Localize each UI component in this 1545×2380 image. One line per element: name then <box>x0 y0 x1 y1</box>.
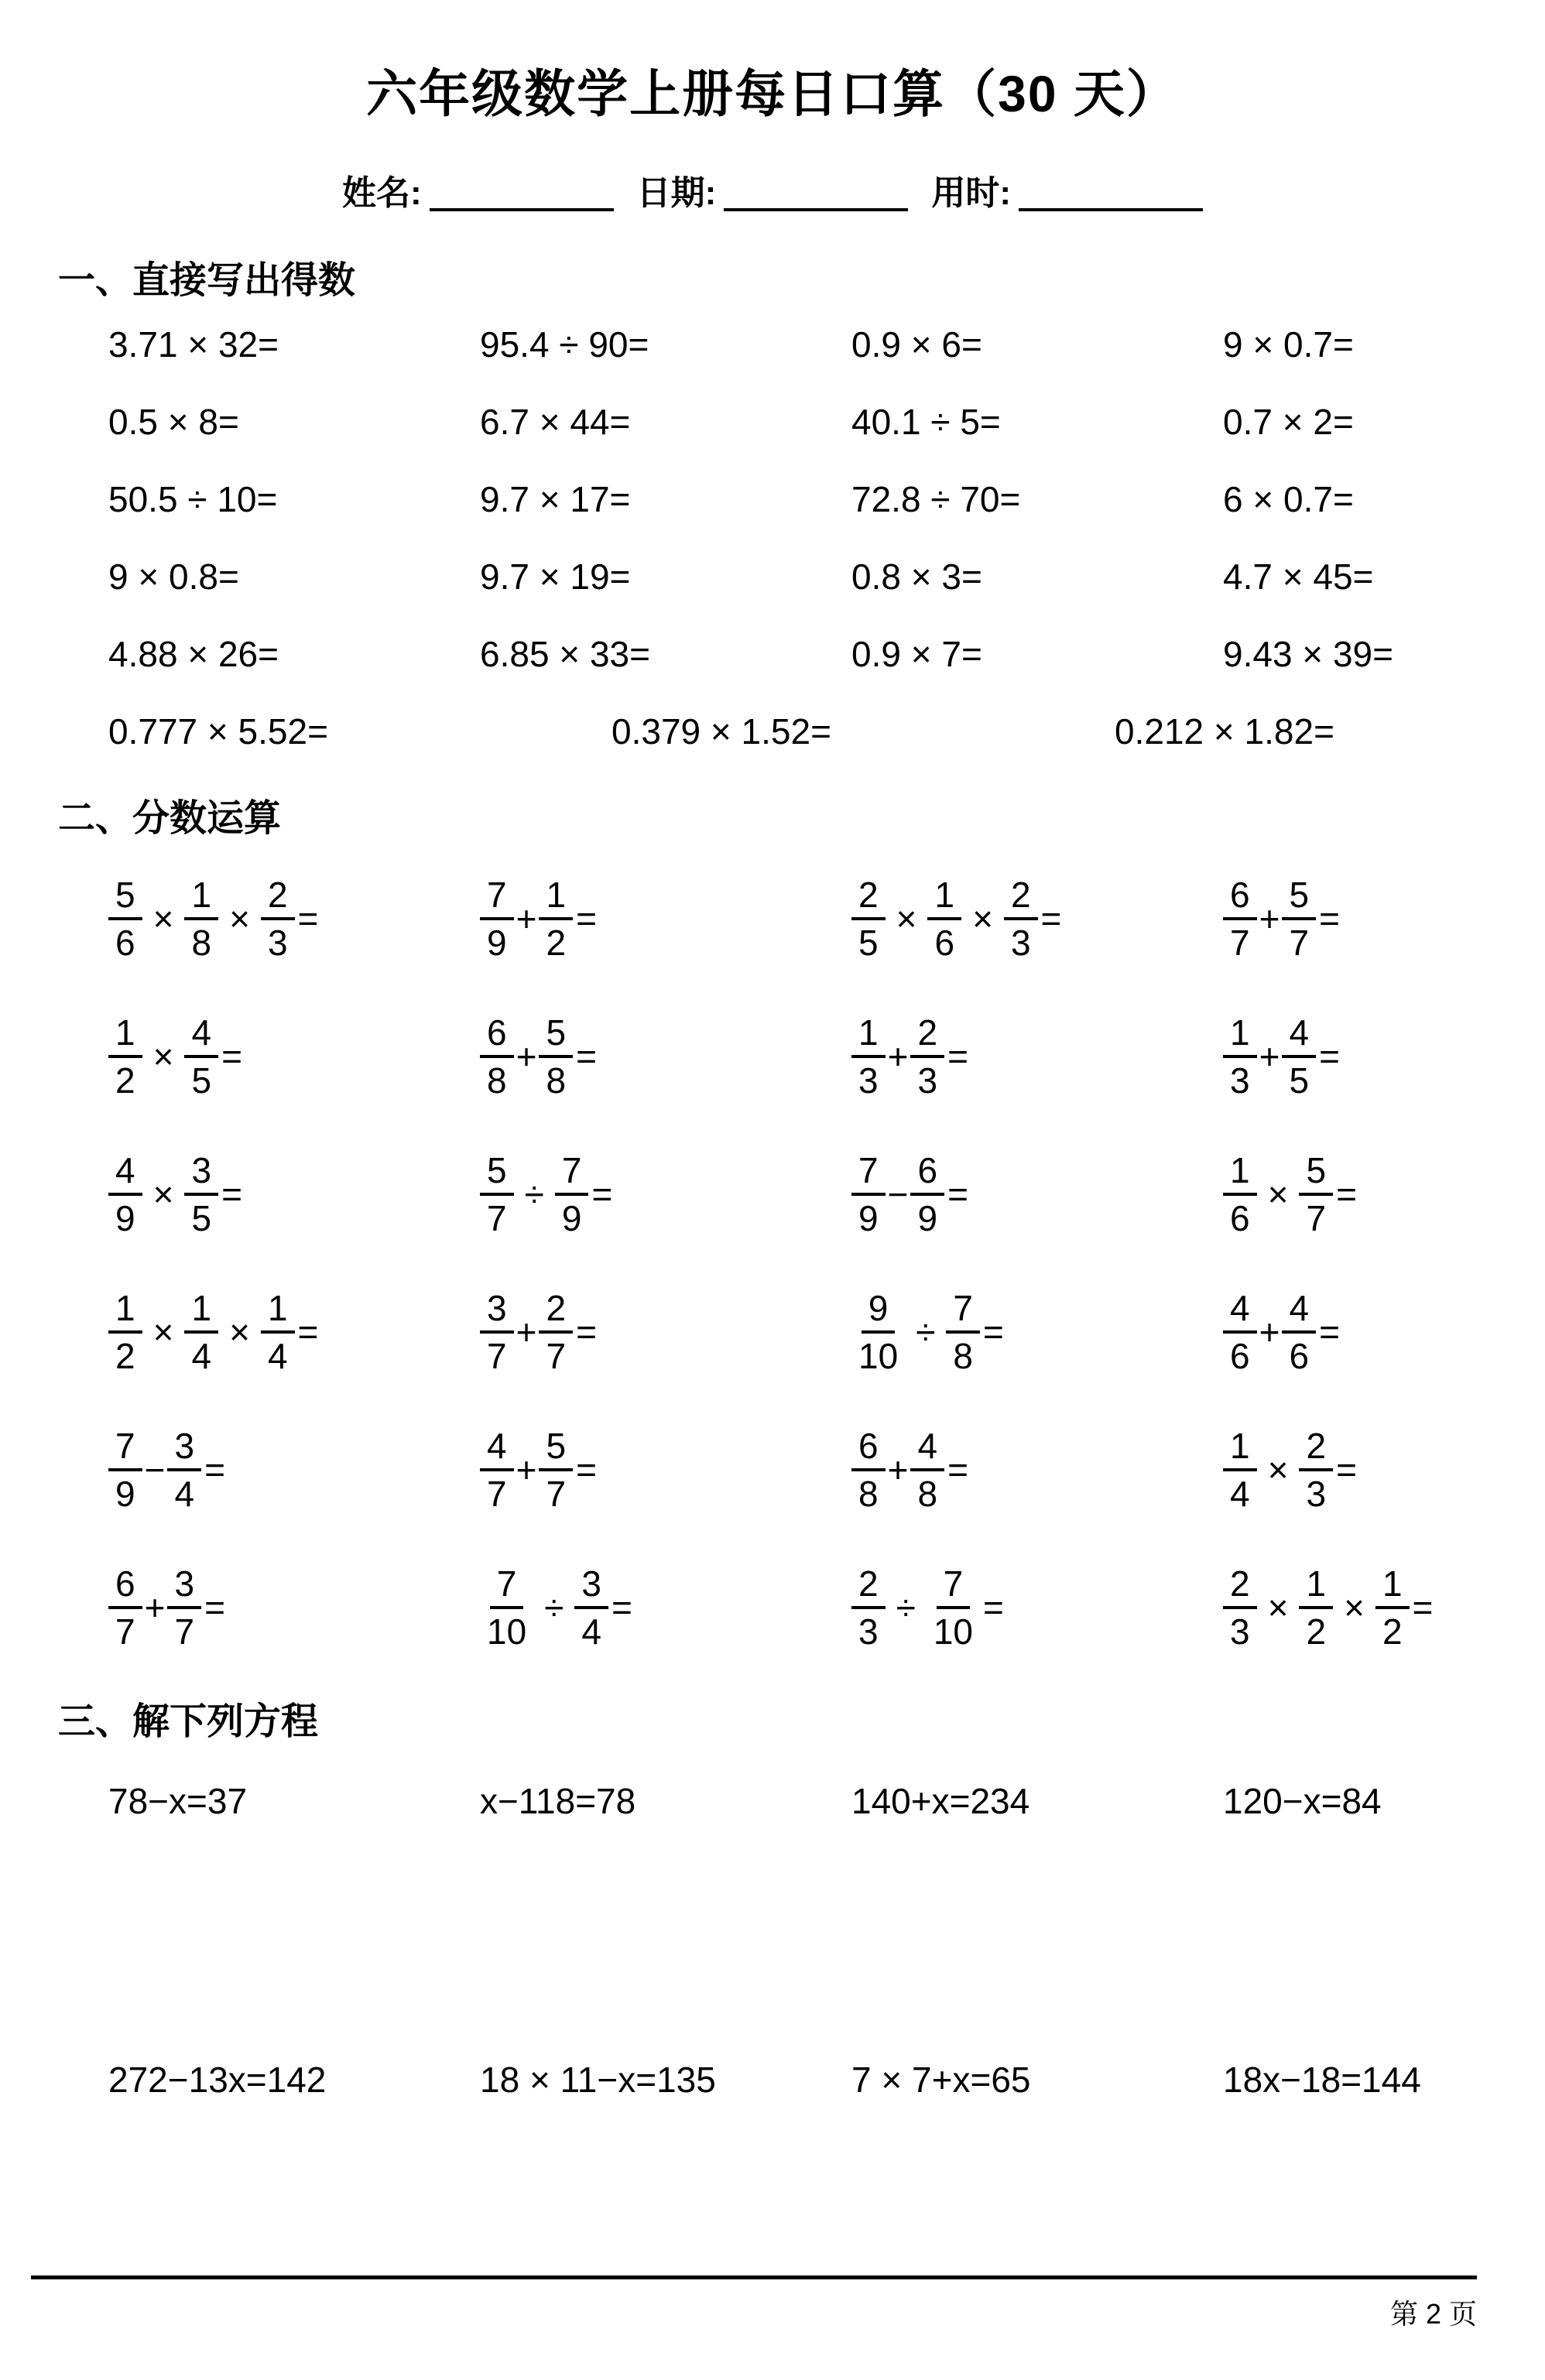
fraction <box>555 1149 589 1239</box>
operator: ÷ <box>544 1587 564 1628</box>
equals-sign: = <box>576 1036 597 1077</box>
fraction-problem <box>480 1423 851 1516</box>
operator: + <box>887 1036 909 1077</box>
problem: 0.777 × 5.52= <box>108 711 328 752</box>
denominator: 3 <box>267 923 288 963</box>
denominator: 2 <box>1382 1611 1403 1652</box>
fraction <box>1375 1563 1410 1652</box>
denominator: 7 <box>1306 1198 1327 1238</box>
denominator: 7 <box>546 1336 567 1376</box>
operator: + <box>1259 1036 1280 1077</box>
date-label: 日期: <box>636 174 717 212</box>
numerator: 6 <box>108 1563 142 1609</box>
fraction <box>480 1287 514 1377</box>
denominator: 2 <box>546 923 567 963</box>
denominator: 8 <box>953 1336 974 1376</box>
name-label: 姓名: <box>342 174 422 212</box>
operator: × <box>229 1312 250 1352</box>
numerator: 4 <box>910 1425 944 1471</box>
problem: 3.71 × 32= <box>108 324 279 365</box>
fraction <box>1282 874 1316 964</box>
denominator: 9 <box>858 1198 879 1238</box>
operator: + <box>1259 1312 1280 1352</box>
fraction <box>184 1287 218 1377</box>
equals-sign: = <box>204 1450 225 1490</box>
problem: 7 × 7+x=65 <box>851 2060 1031 2100</box>
equals-sign: = <box>1319 1312 1340 1352</box>
denominator: 6 <box>1289 1336 1310 1376</box>
fraction-problem <box>480 872 851 965</box>
denominator: 9 <box>115 1474 135 1514</box>
fraction-problem <box>1223 1286 1545 1378</box>
denominator: 4 <box>191 1336 212 1376</box>
time-blank-line <box>1019 176 1203 211</box>
fraction <box>480 1425 514 1515</box>
denominator: 10 <box>487 1611 527 1652</box>
fraction-problem <box>851 1148 1223 1241</box>
denominator: 4 <box>267 1336 288 1376</box>
numerator: 3 <box>167 1425 201 1471</box>
operator: − <box>144 1450 166 1490</box>
fraction <box>539 1287 573 1377</box>
numerator: 1 <box>1223 1012 1257 1058</box>
numerator: 1 <box>851 1012 886 1058</box>
denominator: 8 <box>858 1474 879 1514</box>
numerator: 5 <box>108 874 142 920</box>
problem: 95.4 ÷ 90= <box>480 324 649 365</box>
numerator: 3 <box>574 1563 608 1609</box>
operator: × <box>152 1036 174 1077</box>
equals-sign: = <box>947 1174 968 1214</box>
numerator: 2 <box>910 1012 944 1058</box>
fraction <box>946 1287 980 1377</box>
denominator: 3 <box>858 1060 879 1101</box>
denominator: 4 <box>174 1474 195 1514</box>
numerator: 2 <box>851 1563 886 1609</box>
numerator: 5 <box>539 1425 573 1471</box>
denominator: 7 <box>115 1611 135 1652</box>
numerator: 7 <box>851 1149 886 1196</box>
fraction <box>261 874 295 964</box>
denominator: 7 <box>487 1474 507 1514</box>
operator: + <box>516 1450 537 1490</box>
numerator: 4 <box>1282 1287 1316 1334</box>
equals-sign: = <box>1040 899 1062 939</box>
problem: 6.85 × 33= <box>480 634 650 674</box>
fraction <box>1223 1149 1257 1239</box>
fraction <box>184 1012 218 1101</box>
numerator: 9 <box>862 1287 896 1334</box>
operator: × <box>896 899 917 939</box>
problem: 18 × 11−x=135 <box>480 2060 716 2100</box>
fraction <box>108 1287 142 1377</box>
fraction-problem <box>851 1423 1223 1516</box>
problem: 6.7 × 44= <box>480 402 631 442</box>
fraction <box>851 1012 886 1101</box>
denominator: 3 <box>1230 1611 1250 1652</box>
numerator: 6 <box>1223 874 1257 920</box>
section1-problem-grid <box>108 325 1545 673</box>
operator: × <box>972 899 993 939</box>
numerator: 6 <box>480 1012 514 1058</box>
fraction-problem <box>108 872 480 965</box>
operator: × <box>152 1312 174 1352</box>
denominator: 9 <box>487 923 507 963</box>
denominator: 3 <box>917 1060 938 1101</box>
fraction <box>167 1425 201 1515</box>
numerator: 5 <box>480 1149 514 1196</box>
problem: 9 × 0.7= <box>1223 324 1354 365</box>
operator: + <box>516 1036 537 1077</box>
fraction <box>574 1563 608 1652</box>
fraction <box>910 1012 944 1101</box>
problem: 9.43 × 39= <box>1223 634 1393 674</box>
equals-sign: = <box>1319 899 1340 939</box>
equals-sign: = <box>1412 1587 1434 1628</box>
problem: 9.7 × 19= <box>480 556 631 597</box>
equals-sign: = <box>611 1587 632 1628</box>
section1-heading: 一、直接写出得数 <box>58 260 356 301</box>
fraction-problem <box>851 872 1223 965</box>
operator: ÷ <box>896 1587 916 1628</box>
numerator: 1 <box>184 874 218 920</box>
problem: 40.1 ÷ 5= <box>851 402 1001 442</box>
problem: x−118=78 <box>480 1781 636 1821</box>
fraction <box>910 1149 944 1239</box>
numerator: 7 <box>946 1287 980 1334</box>
fraction <box>167 1563 201 1652</box>
fraction <box>851 1149 886 1239</box>
denominator: 7 <box>1230 923 1250 963</box>
numerator: 4 <box>184 1012 218 1058</box>
equals-sign: = <box>947 1036 968 1077</box>
fraction <box>539 874 573 964</box>
problem: 50.5 ÷ 10= <box>108 479 278 519</box>
numerator: 6 <box>910 1149 944 1196</box>
fraction <box>851 874 886 964</box>
problem: 78−x=37 <box>108 1781 248 1821</box>
equals-sign: = <box>221 1174 242 1214</box>
equals-sign: = <box>591 1174 613 1214</box>
denominator: 6 <box>115 923 135 963</box>
fraction-problem <box>108 1286 480 1378</box>
numerator: 1 <box>108 1287 142 1334</box>
fraction-problem <box>108 1561 480 1654</box>
equals-sign: = <box>1319 1036 1340 1077</box>
numerator: 4 <box>108 1149 142 1196</box>
fraction <box>1282 1287 1316 1377</box>
denominator: 9 <box>115 1198 135 1238</box>
section1-wide-problem-row <box>108 712 1545 751</box>
numerator: 7 <box>490 1563 524 1609</box>
section2-heading: 二、分数运算 <box>58 798 282 839</box>
fraction-problem <box>108 1010 480 1103</box>
fraction <box>108 1563 142 1652</box>
fraction <box>927 874 961 964</box>
problem: 0.8 × 3= <box>851 556 982 597</box>
denominator: 10 <box>933 1611 974 1652</box>
numerator: 7 <box>937 1563 971 1609</box>
operator: − <box>887 1174 909 1214</box>
fraction-problem <box>480 1561 851 1654</box>
page-number: 第 2 页 <box>1389 2298 1477 2330</box>
numerator: 5 <box>1299 1149 1333 1196</box>
fraction <box>480 1563 533 1652</box>
problem: 4.88 × 26= <box>108 634 279 674</box>
fraction <box>184 874 218 964</box>
fraction <box>1223 1287 1257 1377</box>
denominator: 9 <box>561 1198 582 1238</box>
numerator: 7 <box>555 1149 589 1196</box>
operator: × <box>1344 1587 1365 1628</box>
fraction <box>851 1425 886 1515</box>
denominator: 4 <box>581 1611 602 1652</box>
denominator: 4 <box>1230 1474 1250 1514</box>
problem: 18x−18=144 <box>1223 2060 1421 2100</box>
section3-heading: 三、解下列方程 <box>58 1701 319 1742</box>
problem: 120−x=84 <box>1223 1781 1382 1821</box>
denominator: 7 <box>487 1336 507 1376</box>
denominator: 2 <box>1306 1611 1327 1652</box>
numerator: 2 <box>1004 874 1038 920</box>
numerator: 1 <box>927 874 961 920</box>
fraction <box>927 1563 980 1652</box>
denominator: 3 <box>1010 923 1031 963</box>
fraction-problem <box>851 1286 1223 1378</box>
numerator: 2 <box>539 1287 573 1334</box>
fraction <box>108 874 142 964</box>
denominator: 7 <box>1289 923 1310 963</box>
equals-sign: = <box>221 1036 242 1077</box>
numerator: 1 <box>1375 1563 1410 1609</box>
section2-fraction-grid <box>108 872 1545 1654</box>
denominator: 8 <box>487 1060 507 1101</box>
denominator: 2 <box>115 1060 135 1101</box>
problem: 6 × 0.7= <box>1223 479 1354 519</box>
problem: 4.7 × 45= <box>1223 556 1374 597</box>
problem: 9 × 0.8= <box>108 556 239 597</box>
equals-sign: = <box>576 1312 597 1352</box>
operator: × <box>1267 1174 1289 1214</box>
denominator: 8 <box>917 1474 938 1514</box>
fraction-problem <box>480 1010 851 1103</box>
operator: × <box>152 899 174 939</box>
equals-sign: = <box>983 1587 1004 1628</box>
time-label: 用时: <box>931 174 1011 212</box>
fraction-problem <box>480 1286 851 1378</box>
operator: + <box>144 1587 166 1628</box>
footer-divider <box>31 2276 1477 2279</box>
numerator: 3 <box>167 1563 201 1609</box>
section3-equation-grid <box>108 1782 1545 2099</box>
denominator: 5 <box>191 1198 212 1238</box>
denominator: 7 <box>546 1474 567 1514</box>
operator: × <box>152 1174 174 1214</box>
fraction-problem <box>1223 1561 1545 1654</box>
fraction <box>851 1287 905 1377</box>
operator: ÷ <box>916 1312 936 1352</box>
fraction <box>1223 1012 1257 1101</box>
equals-sign: = <box>947 1450 968 1490</box>
numerator: 4 <box>480 1425 514 1471</box>
operator: × <box>229 899 250 939</box>
problem: 9.7 × 17= <box>480 479 631 519</box>
fraction <box>1223 1425 1257 1515</box>
denominator: 8 <box>546 1060 567 1101</box>
fraction <box>1282 1012 1316 1101</box>
equals-sign: = <box>576 1450 597 1490</box>
operator: ÷ <box>524 1174 544 1214</box>
numerator: 6 <box>851 1425 886 1471</box>
numerator: 5 <box>539 1012 573 1058</box>
equals-sign: = <box>204 1587 225 1628</box>
operator: × <box>1267 1450 1289 1490</box>
operator: + <box>887 1450 909 1490</box>
equals-sign: = <box>1336 1450 1357 1490</box>
page-title: 六年级数学上册每日口算（30 天） <box>366 65 1179 122</box>
fraction <box>1223 1563 1257 1652</box>
fraction <box>108 1012 142 1101</box>
problem: 140+x=234 <box>851 1781 1030 1821</box>
equals-sign: = <box>983 1312 1004 1352</box>
numerator: 3 <box>184 1149 218 1196</box>
denominator: 10 <box>858 1336 899 1376</box>
denominator: 7 <box>174 1611 195 1652</box>
fraction <box>261 1287 295 1377</box>
name-blank-line <box>430 176 614 211</box>
denominator: 3 <box>858 1611 879 1652</box>
denominator: 8 <box>191 923 212 963</box>
fraction <box>1223 874 1257 964</box>
fraction <box>1299 1149 1333 1239</box>
numerator: 2 <box>1299 1425 1333 1471</box>
numerator: 1 <box>539 874 573 920</box>
fraction <box>480 874 514 964</box>
operator: + <box>516 899 537 939</box>
fraction-problem <box>108 1148 480 1241</box>
problem: 0.7 × 2= <box>1223 402 1354 442</box>
numerator: 1 <box>184 1287 218 1334</box>
fraction <box>108 1149 142 1239</box>
denominator: 7 <box>487 1198 507 1238</box>
fraction-problem <box>851 1010 1223 1103</box>
fraction <box>184 1149 218 1239</box>
fraction <box>1299 1425 1333 1515</box>
denominator: 2 <box>115 1336 135 1376</box>
numerator: 4 <box>1223 1287 1257 1334</box>
fraction <box>910 1425 944 1515</box>
equals-sign: = <box>297 899 319 939</box>
denominator: 6 <box>934 923 955 963</box>
fraction-problem <box>1223 1010 1545 1103</box>
problem: 272−13x=142 <box>108 2060 327 2100</box>
numerator: 3 <box>480 1287 514 1334</box>
problem: 0.9 × 6= <box>851 324 982 365</box>
equals-sign: = <box>297 1312 319 1352</box>
equals-sign: = <box>576 899 597 939</box>
numerator: 4 <box>1282 1012 1316 1058</box>
denominator: 3 <box>1230 1060 1250 1101</box>
fraction-problem <box>1223 1148 1545 1241</box>
fraction-problem <box>108 1423 480 1516</box>
denominator: 5 <box>858 923 879 963</box>
denominator: 5 <box>1289 1060 1310 1101</box>
denominator: 9 <box>917 1198 938 1238</box>
numerator: 5 <box>1282 874 1316 920</box>
numerator: 1 <box>108 1012 142 1058</box>
numerator: 2 <box>851 874 886 920</box>
operator: + <box>1259 899 1280 939</box>
header-fields <box>0 174 1545 213</box>
numerator: 1 <box>261 1287 295 1334</box>
numerator: 7 <box>480 874 514 920</box>
denominator: 5 <box>191 1060 212 1101</box>
fraction-problem <box>851 1561 1223 1654</box>
fraction <box>108 1425 142 1515</box>
fraction <box>539 1012 573 1101</box>
fraction-problem <box>1223 1423 1545 1516</box>
problem: 72.8 ÷ 70= <box>851 479 1021 519</box>
fraction <box>1299 1563 1333 1652</box>
fraction-problem <box>480 1148 851 1241</box>
fraction <box>851 1563 886 1652</box>
equals-sign: = <box>1336 1174 1357 1214</box>
problem: 0.5 × 8= <box>108 402 239 442</box>
denominator: 6 <box>1230 1198 1250 1238</box>
fraction <box>539 1425 573 1515</box>
denominator: 6 <box>1230 1336 1250 1376</box>
numerator: 1 <box>1223 1149 1257 1196</box>
denominator: 3 <box>1306 1474 1327 1514</box>
numerator: 2 <box>1223 1563 1257 1609</box>
numerator: 7 <box>108 1425 142 1471</box>
fraction <box>480 1149 514 1239</box>
numerator: 2 <box>261 874 295 920</box>
fraction <box>480 1012 514 1101</box>
fraction <box>1004 874 1038 964</box>
fraction-problem <box>1223 872 1545 965</box>
problem: 0.379 × 1.52= <box>611 711 831 752</box>
numerator: 1 <box>1299 1563 1333 1609</box>
problem: 0.212 × 1.82= <box>1115 711 1334 752</box>
problem: 0.9 × 7= <box>851 634 982 674</box>
operator: × <box>1267 1587 1289 1628</box>
date-blank-line <box>724 176 908 211</box>
numerator: 1 <box>1223 1425 1257 1471</box>
operator: + <box>516 1312 537 1352</box>
